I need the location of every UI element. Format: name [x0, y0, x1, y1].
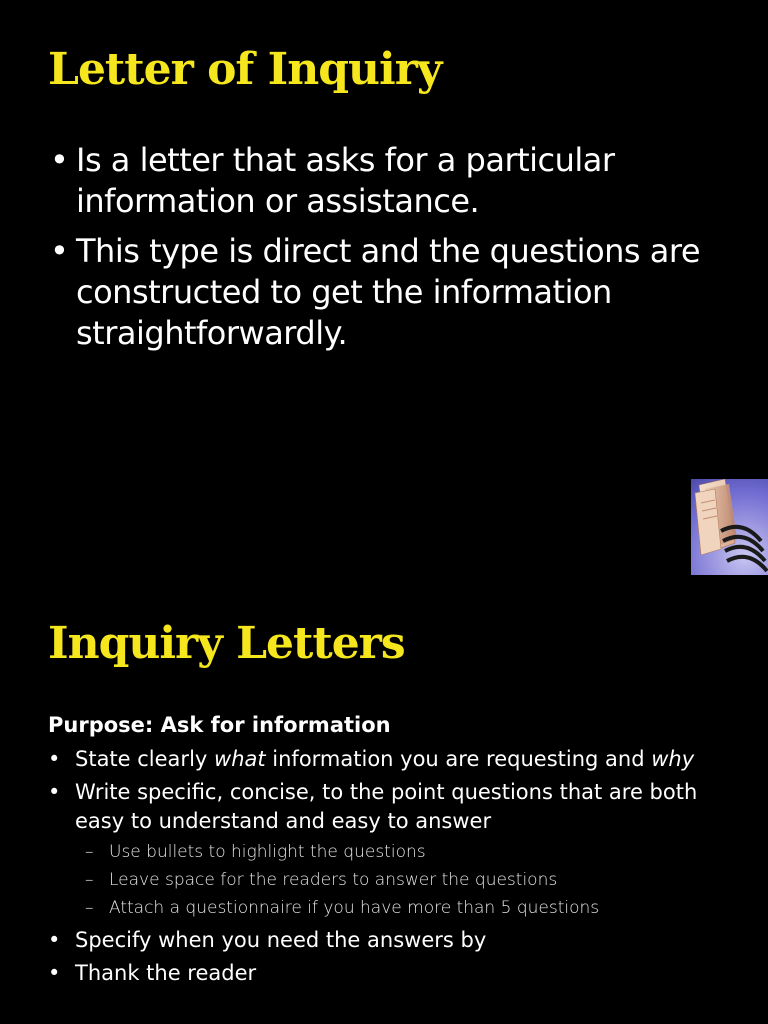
dash-marker: –	[85, 898, 94, 918]
sub-bullet-text: Leave space for the readers to answer the questions	[109, 870, 558, 890]
bullet-item	[50, 231, 740, 354]
bullet-dot: •	[48, 928, 61, 952]
bullet-text: Is a letter that asks for a particular information or assistance.	[76, 141, 615, 220]
slide-title: Letter of Inquiry	[48, 44, 442, 95]
bullet-text: Specify when you need the answers by	[75, 928, 487, 952]
dash-marker: –	[85, 842, 94, 862]
bullet-text: This type is direct and the questions are constructed to get the information straightforwardly.	[76, 232, 701, 352]
emphasis-what: what	[214, 747, 266, 771]
bullet-text: Write specific, concise, to the point questions that are both easy to understand and easy to answer	[75, 780, 698, 833]
bullet-list	[50, 140, 740, 363]
bullet-dot: •	[48, 961, 61, 985]
slide-title: Inquiry Letters	[48, 618, 405, 669]
sub-bullet-text: Attach a questionnaire if you have more than 5 questions	[109, 898, 600, 918]
sub-bullet-item	[75, 838, 738, 866]
sub-bullet-item	[75, 866, 738, 894]
bullet-item	[48, 778, 738, 922]
sub-bullet-item	[75, 894, 738, 922]
bullet-dot: •	[50, 141, 69, 179]
dash-marker: –	[85, 870, 94, 890]
sub-bullet-text: Use bullets to highlight the questions	[109, 842, 426, 862]
bullet-item	[48, 926, 738, 955]
letters-picture-icon	[691, 479, 768, 575]
sub-bullet-list	[75, 838, 738, 922]
bullet-item	[50, 140, 740, 222]
bullet-dot: •	[48, 780, 61, 804]
emphasis-why: why	[651, 747, 695, 771]
slide-inquiry-letters	[0, 600, 768, 1024]
purpose-heading: Purpose: Ask for information	[48, 713, 391, 737]
bullet-text-part: information you are requesting and	[265, 747, 652, 771]
bullet-dot: •	[48, 747, 61, 771]
bullet-item	[48, 745, 738, 774]
letters-image	[691, 479, 768, 575]
bullet-text: Thank the reader	[75, 961, 257, 985]
bullet-text-part: State clearly	[75, 747, 215, 771]
bullet-dot: •	[50, 232, 69, 270]
bullet-list	[48, 745, 738, 992]
bullet-item	[48, 959, 738, 988]
